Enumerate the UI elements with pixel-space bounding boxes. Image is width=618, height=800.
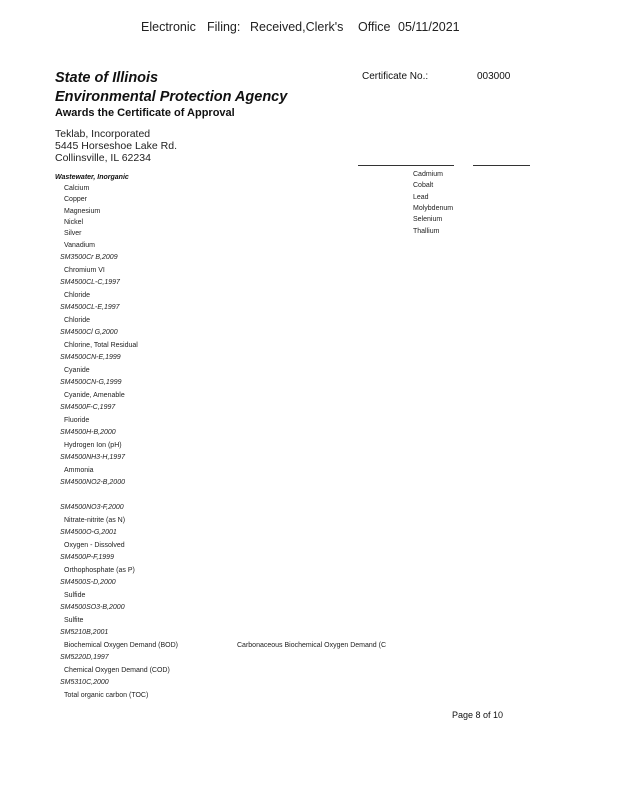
- method-analyte: Chloride: [64, 316, 91, 324]
- analyte-item: Vanadium: [64, 241, 96, 249]
- section-heading: Wastewater, Inorganic: [55, 174, 129, 181]
- analyte-item: Lead: [413, 193, 429, 201]
- signature-rule-right: [473, 165, 530, 166]
- method-analyte: Chloride: [64, 291, 91, 299]
- header-electronic: Electronic: [141, 20, 196, 34]
- analyte-item: Cobalt: [413, 182, 434, 190]
- method-name: SM4500O-G,2001: [60, 529, 117, 536]
- header-date: 05/11/2021: [398, 20, 460, 34]
- method-name: SM4500F-C,1997: [60, 404, 116, 411]
- method-analyte: Fluoride: [64, 416, 90, 424]
- signature-rule-left: [358, 165, 454, 166]
- awards-title: Awards the Certificate of Approval: [55, 107, 235, 119]
- method-analyte: Chemical Oxygen Demand (COD): [64, 666, 170, 674]
- method-analyte: Cyanide: [64, 366, 90, 374]
- method-name: SM5310C,2000: [60, 679, 109, 686]
- method-name: SM4500H-B,2000: [60, 429, 116, 436]
- street-address: 5445 Horseshoe Lake Rd.: [55, 140, 177, 152]
- method-analyte: Chromium VI: [64, 266, 105, 274]
- method-name: SM5210B,2001: [60, 629, 109, 636]
- method-name: SM4500CN-E,1999: [60, 354, 121, 361]
- method-analyte: Hydrogen Ion (pH): [64, 441, 122, 449]
- method-analyte: Nitrate-nitrite (as N): [64, 516, 126, 524]
- agency-title: Environmental Protection Agency: [55, 89, 288, 105]
- method-analyte: Cyanide, Amenable: [64, 391, 125, 399]
- method-name: SM4500CN-G,1999: [60, 379, 122, 386]
- method-analyte: Orthophosphate (as P): [64, 566, 135, 574]
- state-title: State of Illinois: [55, 70, 159, 86]
- analyte-item: Cadmium: [413, 171, 443, 178]
- method-name: SM4500Cl G,2000: [60, 329, 118, 336]
- analyte-item: Thallium: [413, 227, 440, 235]
- method-name: SM4500NO3-F,2000: [60, 504, 124, 511]
- method-analyte: Oxygen - Dissolved: [64, 541, 125, 549]
- method-analyte: Chlorine, Total Residual: [64, 341, 138, 349]
- header-received: Received,Clerk's: [250, 20, 344, 34]
- analyte-item: Calcium: [64, 185, 90, 192]
- analyte-item: Magnesium: [64, 207, 101, 215]
- method-analyte: Sulfite: [64, 616, 84, 624]
- method-name: SM4500P-F,1999: [60, 554, 114, 561]
- method-name: SM4500NH3-H,1997: [60, 454, 125, 461]
- method-name: SM4500NO2-B,2000: [60, 479, 125, 486]
- analyte-item: Molybdenum: [413, 204, 454, 212]
- method-name: SM4500CL-E,1997: [60, 304, 120, 311]
- analyte-item: Silver: [64, 230, 82, 238]
- method-analyte: Biochemical Oxygen Demand (BOD): [64, 641, 178, 649]
- certificate-number: 003000: [477, 71, 511, 82]
- page-number: Page 8 of 10: [452, 710, 504, 720]
- certificate-label: Certificate No.:: [362, 71, 429, 82]
- header-filing: Filing:: [207, 20, 241, 34]
- analyte-item: Nickel: [64, 218, 84, 226]
- method-analyte: Total organic carbon (TOC): [64, 691, 149, 699]
- method-name: SM4500CL-C,1997: [60, 279, 120, 286]
- city-address: Collinsville, IL 62234: [55, 152, 151, 164]
- analyte-item: Selenium: [413, 216, 443, 224]
- method-name: SM4500S-D,2000: [60, 579, 116, 586]
- method-name: SM3500Cr B,2009: [60, 254, 118, 261]
- method-analyte: Sulfide: [64, 591, 86, 599]
- method-name: SM5220D,1997: [60, 654, 109, 661]
- company-name: Teklab, Incorporated: [55, 128, 151, 140]
- method-name: SM4500SO3-B,2000: [60, 604, 125, 611]
- method-analyte: Ammonia: [64, 466, 94, 474]
- method-analyte-right: Carbonaceous Biochemical Oxygen Demand (C: [237, 641, 387, 649]
- analyte-item: Copper: [64, 196, 87, 204]
- header-office: Office: [358, 20, 391, 34]
